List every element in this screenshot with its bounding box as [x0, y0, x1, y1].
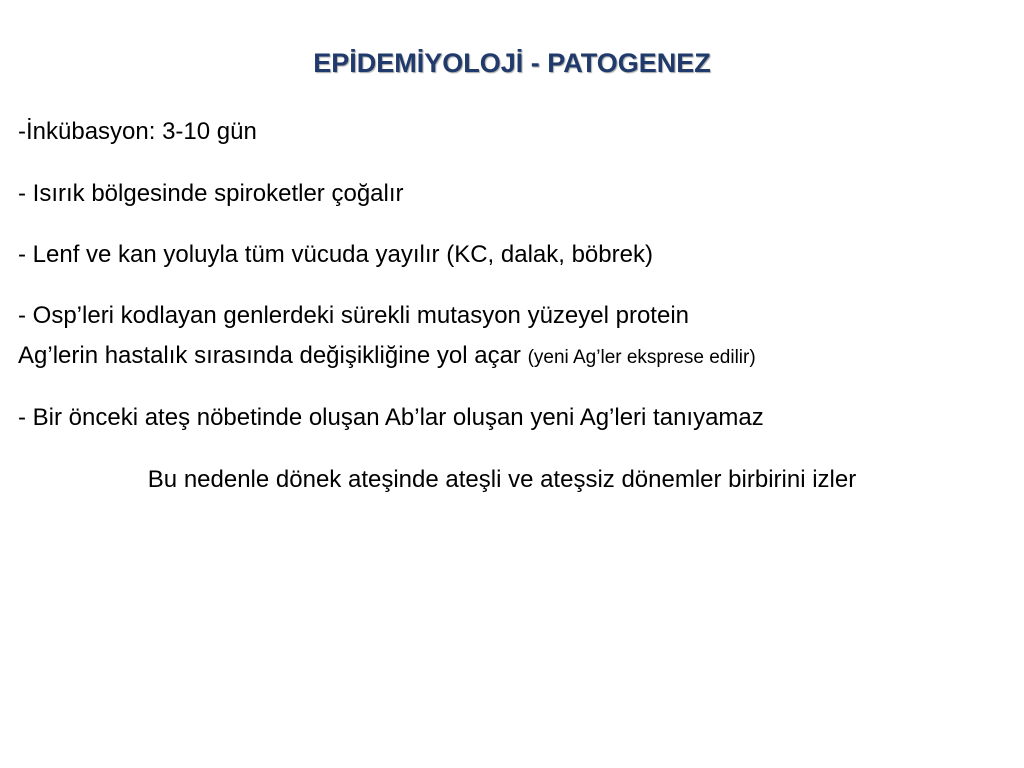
bullet-antigen-change	[18, 341, 756, 373]
slide-title: EPİDEMİYOLOJİ - PATOGENEZ	[313, 48, 711, 78]
antigen-note: (yeni Ag’ler eksprese edilir)	[527, 347, 756, 368]
conclusion-line: Bu nedenle dönek ateşinde ateşli ve ateşsiz dönemler birbirini izler	[147, 466, 857, 493]
bullet-incubation: -İnkübasyon: 3-10 gün	[18, 118, 257, 145]
bullet-antibody: - Bir önceki ateş nöbetinde oluşan Ab’lar oluşan yeni Ag’leri tanıyamaz	[18, 404, 764, 431]
bullet-osp-mutation: - Osp’leri kodlayan genlerdeki sürekli mutasyon yüzeyel protein	[18, 302, 689, 329]
bullet-spread: - Lenf ve kan yoluyla tüm vücuda yayılır (KC, dalak, böbrek)	[18, 241, 653, 268]
antigen-change-text: Ag’lerin hastalık sırasında değişikliğine yol açar	[18, 342, 521, 369]
bullet-bite-site: - Isırık bölgesinde spiroketler çoğalır	[18, 180, 404, 207]
